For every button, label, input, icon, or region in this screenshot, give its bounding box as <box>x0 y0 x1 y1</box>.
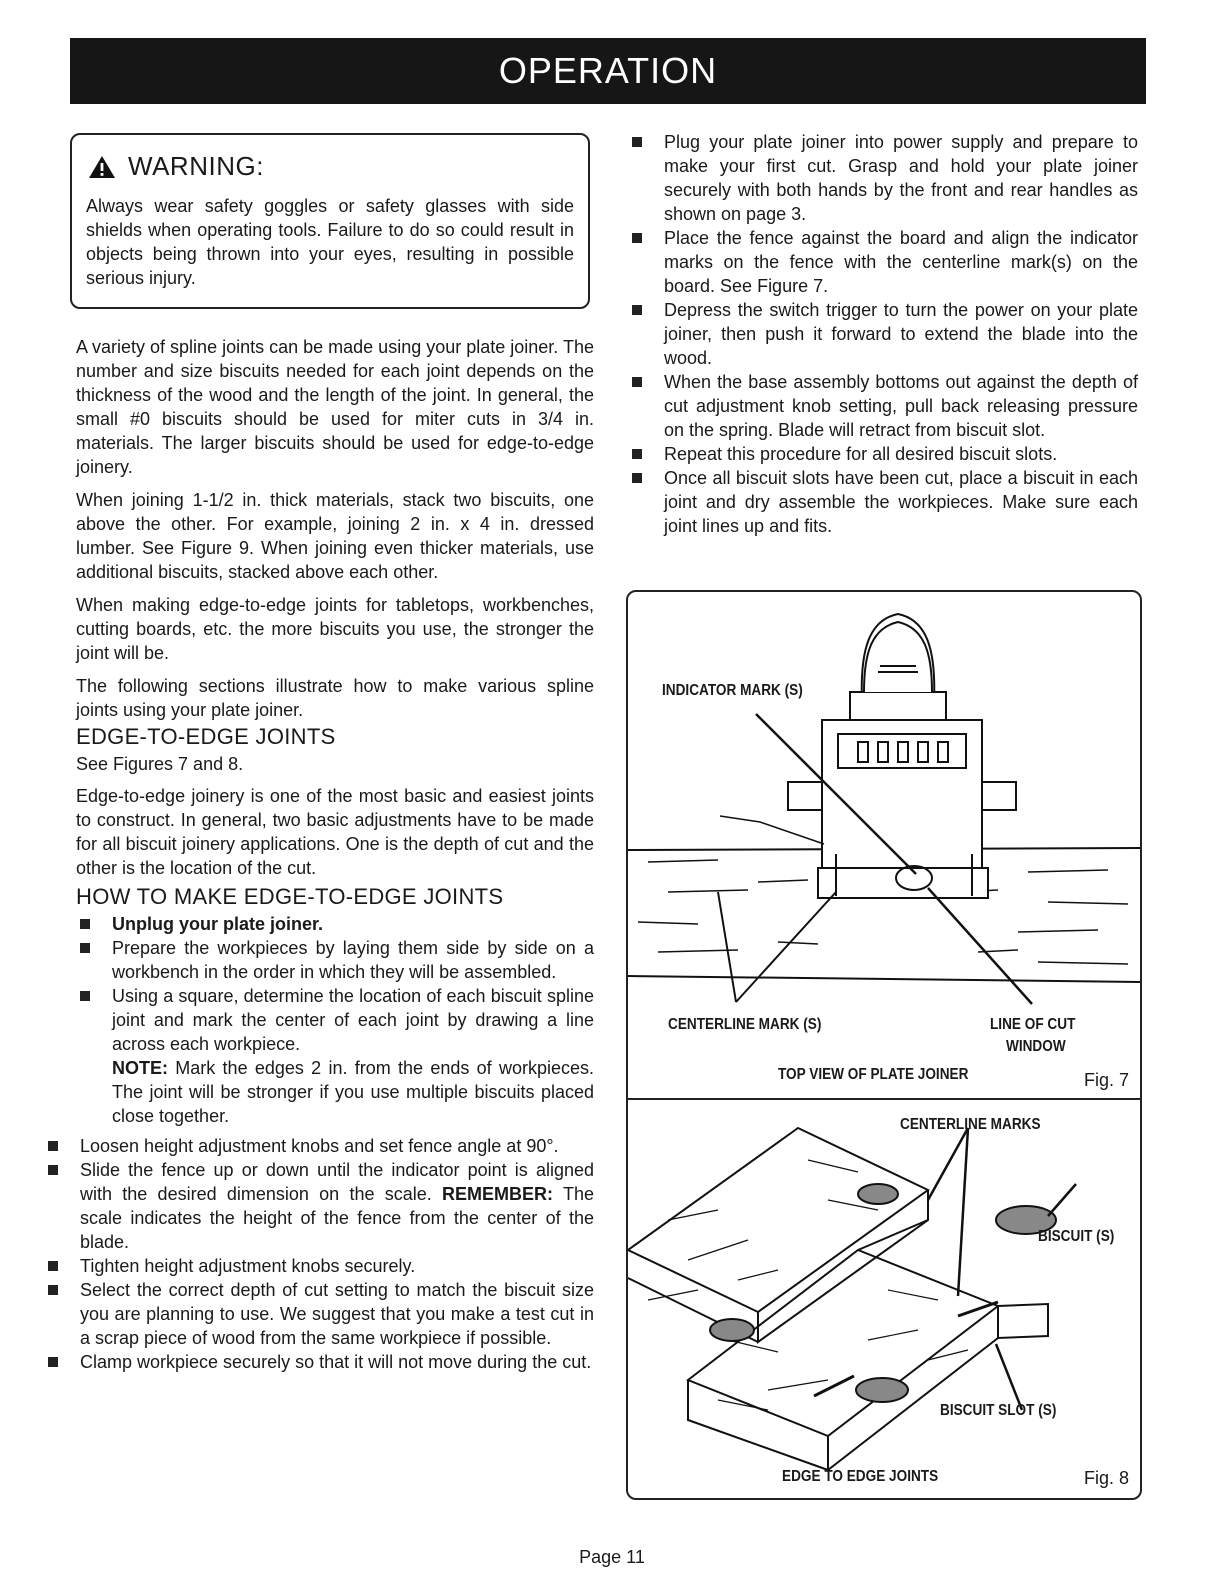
centerline-label: CENTERLINE MARK (S) <box>668 1016 822 1033</box>
line-of-cut-label: LINE OF CUT <box>990 1016 1076 1033</box>
list-item: Using a square, determine the location of each biscuit spline joint and mark the center of each joint by drawing a line across each workpiece. NOTE: Mark the edges 2 in. from the ends of workpieces. The joint will be stronger if you use multiple biscuits placed close together. <box>76 984 594 1128</box>
warning-header <box>88 151 574 182</box>
right-steps <box>628 130 1138 538</box>
list-item: Unplug your plate joiner. <box>76 912 594 936</box>
list-item: Repeat this procedure for all desired biscuit slots. <box>628 442 1138 466</box>
list-item: Clamp workpiece securely so that it will not move during the cut. <box>44 1350 594 1374</box>
howto-steps <box>76 912 594 1128</box>
edge-joints-illustration <box>628 1100 1142 1500</box>
window-label: WINDOW <box>1006 1038 1066 1055</box>
intro-paragraph: When making edge-to-edge joints for tabletops, workbenches, cutting boards, etc. the more biscuits you use, the stronger the joint will be. <box>76 595 594 663</box>
intro-paragraph: When joining 1-1/2 in. thick materials, stack two biscuits, one above the other. For example, joining 2 in. x 4 in. dressed lumber. See Figure 9. When joining even thicker materials, use additional biscuits, stacked above each other. <box>76 490 594 582</box>
page-number: Page 11 <box>579 1547 645 1567</box>
warning-triangle-icon <box>88 155 116 179</box>
howto-heading: HOW TO MAKE EDGE-TO-EDGE JOINTS <box>76 884 504 909</box>
list-item: Loosen height adjustment knobs and set fence angle at 90°. <box>44 1134 594 1158</box>
warning-box <box>70 133 590 309</box>
note: NOTE: Mark the edges 2 in. from the ends of workpieces. The joint will be stronger if you use multiple biscuits placed close together. <box>112 1058 594 1126</box>
edge-paragraph: Edge-to-edge joinery is one of the most basic and easiest joints to construct. In general, two basic adjustments have to be made for all biscuit joinery applications. One is the depth of cut and the other is the location of the cut. <box>76 786 594 878</box>
figure-box <box>626 590 1142 1500</box>
centerline-marks-label: CENTERLINE MARKS <box>900 1116 1041 1133</box>
biscuit-slots-label: BISCUIT SLOT (S) <box>940 1402 1057 1419</box>
indicator-label: INDICATOR MARK (S) <box>662 682 803 699</box>
left-column <box>76 335 594 1374</box>
list-item: Plug your plate joiner into power supply and prepare to make your first cut. Grasp and hold your plate joiner securely with both hands by the front and rear handles as shown on page 3. <box>628 130 1138 226</box>
list-item: Once all biscuit slots have been cut, place a biscuit in each joint and dry assemble the workpieces. Make sure each joint lines up and fits. <box>628 466 1138 538</box>
list-item: When the base assembly bottoms out against the depth of cut adjustment knob setting, pull back releasing pressure on the spring. Blade will retract from biscuit slot. <box>628 370 1138 442</box>
fig8-number: Fig. 8 <box>1084 1468 1130 1488</box>
list-item: Tighten height adjustment knobs securely. <box>44 1254 594 1278</box>
list-item: Depress the switch trigger to turn the power on your plate joiner, then push it forward to extend the blade into the wood. <box>628 298 1138 370</box>
warning-title: WARNING: <box>128 151 264 181</box>
list-item: Place the fence against the board and align the indicator marks on the fence with the centerline mark(s) on the board. See Figure 7. <box>628 226 1138 298</box>
section-banner <box>70 38 1146 104</box>
list-item: Prepare the workpieces by laying them side by side on a workbench in the order in which they will be assembled. <box>76 936 594 984</box>
page-title: OPERATION <box>498 50 718 91</box>
biscuits-label: BISCUIT (S) <box>1038 1228 1115 1245</box>
edge-heading: EDGE-TO-EDGE JOINTS <box>76 724 336 749</box>
warning-text: Always wear safety goggles or safety glasses with side shields when operating tools. Failure to do so could result in objects being thrown into your eyes, resulting in possible serious injury. <box>86 196 574 288</box>
howto-steps-2 <box>44 1134 594 1374</box>
fig8-caption: EDGE TO EDGE JOINTS <box>782 1468 939 1485</box>
intro-paragraph: The following sections illustrate how to make various spline joints using your plate joiner. <box>76 676 594 720</box>
list-item: Select the correct depth of cut setting to match the biscuit size you are planning to use. We suggest that you make a test cut in a scrap piece of wood from the same workpiece if possible. <box>44 1278 594 1350</box>
intro-paragraph: A variety of spline joints can be made using your plate joiner. The number and size biscuits needed for each joint depends on the thickness of the wood and the length of the joint. In general, the small #0 biscuits should be used for miter cuts in 3/4 in. materials. The larger biscuits should be used for edge-to-edge joinery. <box>76 337 594 477</box>
see-figures: See Figures 7 and 8. <box>76 754 244 774</box>
fig7-number: Fig. 7 <box>1084 1070 1130 1090</box>
fig7-caption: TOP VIEW OF PLATE JOINER <box>778 1066 969 1083</box>
list-item: Slide the fence up or down until the indicator point is aligned with the desired dimension on the scale. REMEMBER: The scale indicates the height of the fence from the center of the blade. <box>44 1158 594 1254</box>
